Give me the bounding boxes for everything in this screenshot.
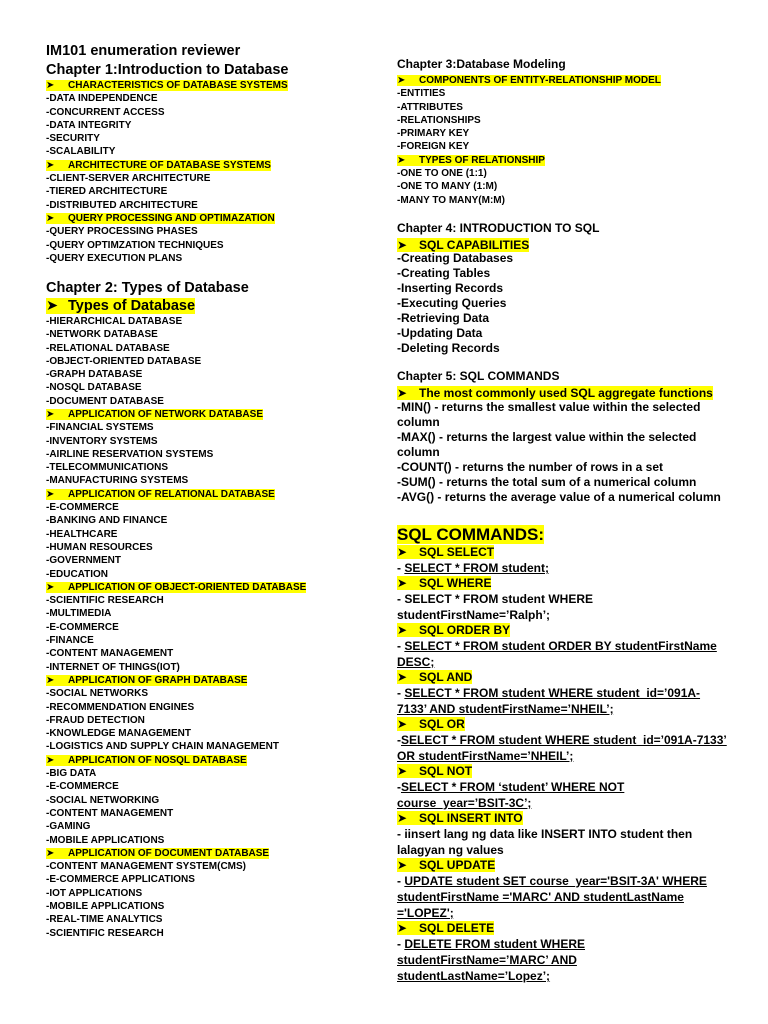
- list-item: -CONTENT MANAGEMENT: [46, 648, 174, 660]
- list-item: -EDUCATION: [46, 568, 109, 580]
- list-item: -DATA INDEPENDENCE: [46, 93, 158, 105]
- sql-command-example: [397, 732, 727, 764]
- list-item: -E-COMMERCE: [46, 781, 119, 793]
- list-item: -ATTRIBUTES: [397, 101, 463, 113]
- sql-commands-list: [397, 545, 727, 984]
- section-heading: [46, 847, 306, 860]
- arrow-bullet-icon: ➤: [46, 409, 55, 420]
- list-item: -MANUFACTURING SYSTEMS: [46, 475, 189, 487]
- section-heading: [397, 154, 661, 167]
- section-heading-highlight: [46, 755, 247, 766]
- sql-capabilities-list: [397, 251, 513, 356]
- list-item: -AIRLINE RESERVATION SYSTEMS: [46, 448, 214, 460]
- arrow-bullet-icon: ➤: [397, 921, 408, 935]
- list-item: -KNOWLEDGE MANAGEMENT: [46, 728, 191, 740]
- sql-command-heading: [397, 858, 727, 873]
- sql-command-heading-highlight: [397, 921, 494, 935]
- sql-prefix: -: [397, 733, 401, 747]
- section-heading: [46, 674, 306, 687]
- sql-command-heading-text: SQL OR: [419, 717, 465, 731]
- sql-command-heading-highlight: [397, 623, 510, 637]
- section-heading-text: APPLICATION OF NETWORK DATABASE: [68, 409, 263, 420]
- list-item: -GAMING: [46, 821, 91, 833]
- list-item: -GRAPH DATABASE: [46, 369, 143, 381]
- sql-command-heading-text: SQL AND: [419, 670, 473, 684]
- list-item: -CONCURRENT ACCESS: [46, 106, 165, 118]
- chapter-3-title: Chapter 3:Database Modeling: [397, 57, 566, 71]
- section-heading-highlight: [46, 160, 271, 171]
- sql-commands-title: SQL COMMANDS:: [397, 525, 545, 544]
- list-item: -QUERY OPTIMZATION TECHNIQUES: [46, 239, 224, 251]
- list-item: -Retrieving Data: [397, 311, 490, 325]
- list-item: -FINANCIAL SYSTEMS: [46, 422, 154, 434]
- list-item: -NETWORK DATABASE: [46, 329, 158, 341]
- sql-command-heading: [397, 670, 727, 685]
- aggregate-functions-heading: ➤ The most commonly used SQL aggregate functions: [397, 386, 713, 400]
- sql-command-heading-highlight: [397, 545, 494, 559]
- arrow-bullet-icon: ➤: [397, 75, 406, 86]
- list-item: -REAL-TIME ANALYTICS: [46, 914, 163, 926]
- section-heading-text: APPLICATION OF RELATIONAL DATABASE: [68, 488, 275, 500]
- sql-command-heading: [397, 717, 727, 732]
- list-item: -SOCIAL NETWORKS: [46, 688, 149, 700]
- list-item: -OBJECT-ORIENTED DATABASE: [46, 355, 202, 367]
- doc-title: IM101 enumeration reviewer: [46, 43, 241, 59]
- list-item: -MAX() - returns the largest value within the selected column: [397, 430, 697, 459]
- arrow-bullet-icon: ➤: [46, 80, 55, 91]
- list-item: -HUMAN RESOURCES: [46, 541, 153, 553]
- section-heading-highlight: [46, 409, 263, 420]
- list-item: -SCIENTIFIC RESEARCH: [46, 595, 164, 607]
- list-item: -DISTRIBUTED ARCHITECTURE: [46, 199, 198, 211]
- sql-command-example: [397, 638, 727, 670]
- arrow-bullet-icon: ➤: [397, 623, 408, 637]
- arrow-bullet-icon: ➤: [46, 847, 55, 859]
- sql-query: DELETE FROM student WHERE studentFirstName=’MARC’ AND studentLastName=’Lopez’;: [397, 937, 586, 983]
- types-of-database-list: [46, 315, 201, 408]
- arrow-bullet-icon: ➤: [46, 674, 55, 686]
- sql-query: SELECT * FROM ‘student’ WHERE NOT course_year=’BSIT-3C’;: [397, 780, 625, 810]
- list-item: -Inserting Records: [397, 281, 504, 295]
- sql-command-heading: [397, 623, 727, 638]
- list-item: -HIERARCHICAL DATABASE: [46, 316, 183, 327]
- arrow-bullet-icon: ➤: [397, 670, 408, 684]
- section-heading: [46, 754, 306, 767]
- sql-command-heading-text: SQL DELETE: [419, 921, 495, 935]
- list-item: -DATA INTEGRITY: [46, 119, 132, 131]
- list-item: -TIERED ARCHITECTURE: [46, 186, 168, 198]
- chapter-1-title: Chapter 1:Introduction to Database: [46, 62, 289, 78]
- section-heading-highlight: [397, 155, 545, 166]
- sql-command-example: [397, 685, 727, 717]
- sql-prefix: -: [397, 592, 405, 606]
- section-heading-text: COMPONENTS OF ENTITY-RELATIONSHIP MODEL: [419, 75, 661, 86]
- sql-command-heading: [397, 921, 727, 936]
- list-item: -LOGISTICS AND SUPPLY CHAIN MANAGEMENT: [46, 741, 279, 753]
- list-item: -SCALABILITY: [46, 146, 116, 158]
- section-heading: [46, 581, 306, 594]
- arrow-bullet-icon: ➤: [46, 212, 55, 224]
- sql-query: SELECT * FROM student;: [404, 561, 550, 575]
- list-item: -MIN() - returns the smallest value within the selected column: [397, 400, 701, 429]
- section-heading-text: APPLICATION OF NOSQL DATABASE: [68, 754, 247, 766]
- sql-capabilities-heading: ➤ SQL CAPABILITIES: [397, 238, 530, 252]
- section-heading-highlight: [46, 489, 275, 500]
- list-item: -MANY TO MANY(M:M): [397, 194, 505, 206]
- sql-query: SELECT * FROM student WHERE student_id=’091A-7133’ AND studentFirstName=’NHEIL’;: [397, 686, 701, 716]
- sql-prefix: -: [397, 937, 405, 951]
- section-heading: [46, 79, 288, 92]
- sql-prefix: -: [397, 686, 405, 700]
- arrow-bullet-icon: ➤: [46, 754, 55, 766]
- sql-command-heading: [397, 545, 727, 560]
- section-heading-highlight: [46, 848, 269, 859]
- list-item: -FOREIGN KEY: [397, 141, 470, 153]
- list-item: -ENTITIES: [397, 88, 446, 100]
- list-item: -TELECOMMUNICATIONS: [46, 462, 169, 474]
- section-heading-highlight: [46, 675, 247, 686]
- list-item: -QUERY EXECUTION PLANS: [46, 252, 183, 264]
- list-item: -MOBILE APPLICATIONS: [46, 900, 165, 912]
- sql-prefix: -: [397, 561, 405, 575]
- list-item: -RELATIONAL DATABASE: [46, 342, 170, 354]
- arrow-bullet-icon: ➤: [46, 159, 55, 171]
- sql-command-heading-text: SQL WHERE: [419, 576, 492, 590]
- sql-command-heading: [397, 811, 727, 826]
- section-heading-text: APPLICATION OF DOCUMENT DATABASE: [68, 847, 270, 859]
- list-item: -Updating Data: [397, 326, 483, 340]
- chapter-5-title: Chapter 5: SQL COMMANDS: [397, 369, 560, 383]
- sql-command-heading-text: SQL INSERT INTO: [419, 811, 523, 825]
- aggregate-functions-list: [397, 400, 727, 505]
- list-item: -BANKING AND FINANCE: [46, 515, 168, 527]
- list-item: -MULTIMEDIA: [46, 608, 112, 620]
- list-item: -NOSQL DATABASE: [46, 382, 142, 394]
- sql-command-heading-highlight: [397, 811, 523, 825]
- sql-command-example: [397, 591, 727, 623]
- list-item: -SECURITY: [46, 133, 100, 145]
- sql-command-heading-text: SQL ORDER BY: [419, 623, 511, 637]
- arrow-bullet-icon: ➤: [397, 858, 408, 872]
- list-item: -MOBILE APPLICATIONS: [46, 834, 165, 846]
- arrow-bullet-icon: ➤: [397, 576, 408, 590]
- chapter-2-body: [46, 408, 306, 940]
- list-item: -QUERY PROCESSING PHASES: [46, 226, 198, 238]
- list-item: -CLIENT-SERVER ARCHITECTURE: [46, 173, 211, 185]
- sql-command-heading-text: SQL NOT: [419, 764, 473, 778]
- list-item: -IOT APPLICATIONS: [46, 887, 143, 899]
- sql-command-example: [397, 779, 727, 811]
- arrow-bullet-icon: ➤: [397, 811, 408, 825]
- list-item: -FINANCE: [46, 635, 94, 647]
- list-item: -Deleting Records: [397, 341, 500, 355]
- section-heading-text: APPLICATION OF OBJECT-ORIENTED DATABASE: [68, 581, 307, 593]
- list-item: -CONTENT MANAGEMENT SYSTEM(CMS): [46, 861, 246, 873]
- list-item: -ONE TO ONE (1:1): [397, 168, 487, 180]
- list-item: -Creating Databases: [397, 251, 514, 265]
- section-heading: [397, 74, 661, 87]
- chapter-3-body: [397, 74, 661, 207]
- sql-command-example: [397, 873, 727, 921]
- sql-query: SELECT * FROM student WHERE studentFirstName=’Ralph’;: [397, 592, 594, 622]
- sql-command-heading: [397, 764, 727, 779]
- sql-command-heading-highlight: [397, 670, 472, 684]
- section-heading-text: TYPES OF RELATIONSHIP: [419, 154, 545, 166]
- sql-command-heading-highlight: [397, 576, 491, 590]
- list-item: -E-COMMERCE APPLICATIONS: [46, 874, 195, 886]
- section-heading: [46, 408, 306, 421]
- list-item: -INTERNET OF THINGS(IOT): [46, 661, 180, 673]
- sql-prefix: -: [397, 639, 405, 653]
- sql-command-heading-text: SQL UPDATE: [419, 858, 496, 872]
- section-heading-highlight: [46, 213, 275, 224]
- section-heading-text: APPLICATION OF GRAPH DATABASE: [68, 674, 248, 686]
- list-item: -SUM() - returns the total sum of a numerical column: [397, 475, 697, 489]
- sql-command-heading-highlight: [397, 717, 465, 731]
- list-item: -GOVERNMENT: [46, 555, 121, 567]
- arrow-bullet-icon: ➤: [397, 717, 408, 731]
- chapter-4-title: Chapter 4: INTRODUCTION TO SQL: [397, 221, 600, 235]
- list-item: -HEALTHCARE: [46, 528, 118, 540]
- sql-prefix: -: [397, 874, 405, 888]
- sql-query: iinsert lang ng data like INSERT INTO student then lalagyan ng values: [397, 827, 693, 857]
- section-heading: [46, 212, 288, 225]
- list-item: -BIG DATA: [46, 768, 97, 780]
- list-item: -ONE TO MANY (1:M): [397, 181, 498, 193]
- types-of-database-heading: ➤ Types of Database: [46, 298, 196, 314]
- sql-command-heading-text: SQL SELECT: [419, 545, 495, 559]
- list-item: -COUNT() - returns the number of rows in a set: [397, 460, 664, 474]
- list-item: -Creating Tables: [397, 266, 491, 280]
- list-item: -AVG() - returns the average value of a numerical column: [397, 490, 721, 504]
- section-heading: [46, 159, 288, 172]
- sql-prefix: -: [397, 780, 401, 794]
- section-heading-text: CHARACTERISTICS OF DATABASE SYSTEMS: [68, 80, 288, 91]
- section-heading-highlight: [46, 80, 288, 91]
- sql-command-heading-highlight: [397, 858, 495, 872]
- list-item: -RECOMMENDATION ENGINES: [46, 701, 195, 713]
- section-heading-highlight: [397, 75, 661, 86]
- list-item: -PRIMARY KEY: [397, 128, 470, 140]
- list-item: -SOCIAL NETWORKING: [46, 794, 160, 806]
- sql-query: UPDATE student SET course_year='BSIT-3A' WHERE studentFirstName ='MARC' AND studentLastName ='LOPEZ';: [397, 874, 707, 920]
- sql-command-example: [397, 826, 727, 858]
- sql-query: SELECT * FROM student WHERE student_id=’091A-7133’ OR studentFirstName=’NHEIL’;: [397, 733, 727, 763]
- sql-command-heading-highlight: [397, 764, 472, 778]
- section-heading-text: QUERY PROCESSING AND OPTIMAZATION: [68, 212, 275, 224]
- list-item: -INVENTORY SYSTEMS: [46, 435, 158, 447]
- list-item: -FRAUD DETECTION: [46, 714, 145, 726]
- list-item: -RELATIONSHIPS: [397, 114, 481, 126]
- arrow-bullet-icon: ➤: [397, 764, 408, 778]
- list-item: -E-COMMERCE: [46, 502, 119, 514]
- arrow-bullet-icon: ➤: [46, 581, 55, 593]
- chapter-2-title: Chapter 2: Types of Database: [46, 280, 249, 296]
- list-item: -CONTENT MANAGEMENT: [46, 807, 174, 819]
- sql-command-example: [397, 936, 727, 984]
- section-heading-highlight: [46, 582, 306, 593]
- chapter-1-body: [46, 79, 288, 265]
- list-item: -SCIENTIFIC RESEARCH: [46, 927, 164, 939]
- sql-prefix: -: [397, 827, 405, 841]
- sql-command-example: [397, 560, 727, 576]
- section-heading-text: ARCHITECTURE OF DATABASE SYSTEMS: [68, 159, 271, 171]
- arrow-bullet-icon: ➤: [397, 154, 406, 166]
- sql-query: SELECT * FROM student ORDER BY studentFirstName DESC;: [397, 639, 717, 669]
- arrow-bullet-icon: ➤: [397, 545, 408, 559]
- list-item: -E-COMMERCE: [46, 621, 119, 633]
- arrow-bullet-icon: ➤: [46, 488, 55, 500]
- sql-command-heading: [397, 576, 727, 591]
- section-heading: [46, 488, 306, 501]
- list-item: -Executing Queries: [397, 296, 507, 310]
- list-item: -DOCUMENT DATABASE: [46, 395, 164, 407]
